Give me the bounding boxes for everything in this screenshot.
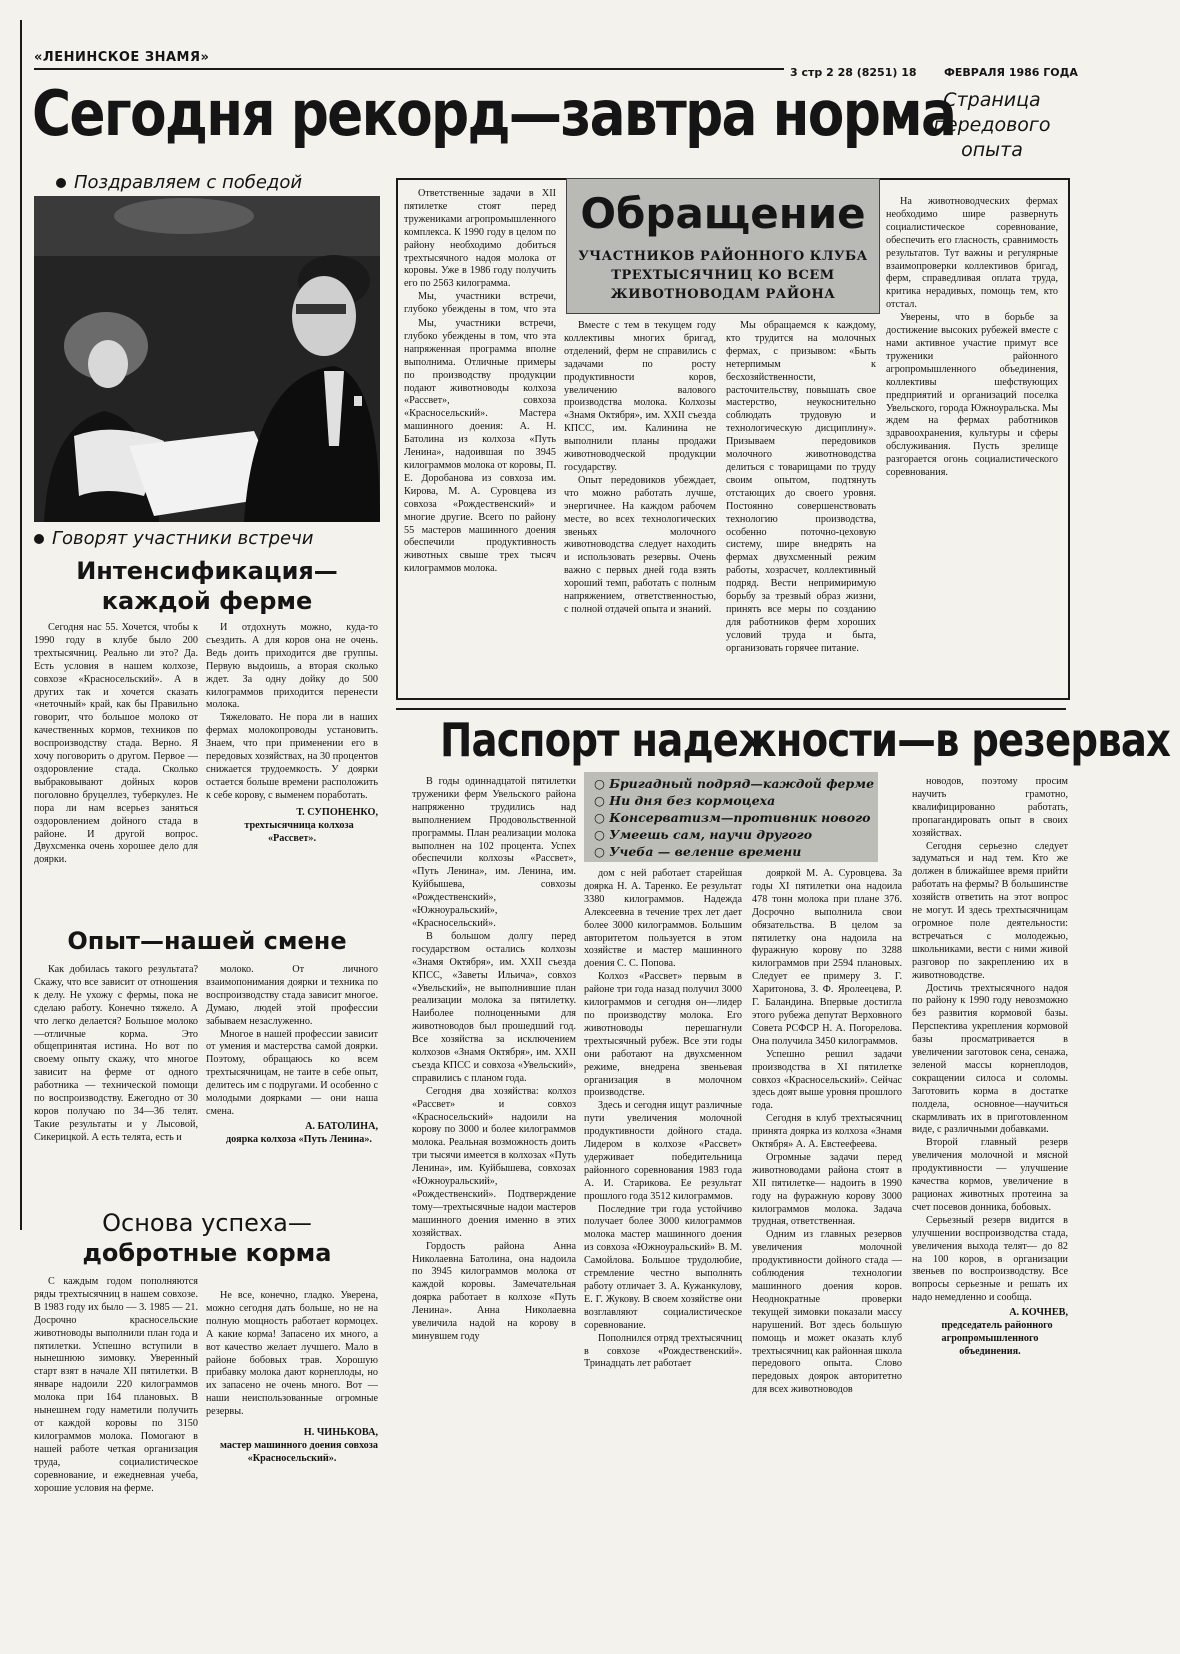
paragraph: И отдохнуть можно, куда-то съездить. А для коров она не очень. Ведь доить приходится две группы. Первую выдоишь, а вторая сколько ждет. За одну дойку до 500 килограммов приходится перенести молока. xyxy=(206,622,378,711)
bullet-item: ○ Умеешь сам, научи другого xyxy=(594,827,813,842)
title-line: Основа успеха— xyxy=(102,1209,312,1237)
paragraph: В годы одиннадцатой пятилетки труженики ферм Увельского района напряженно трудились над выполнением Продовольственной программы. План реализации молока выполнен на 102 процента. Успех обеспечили колхозы «Рассвет», «Путь Ленина», им. Ленина, им. Куйбышева, совхозы «Рождественский», «Южноуральский», «Красносельский». xyxy=(412,776,576,929)
article-title-feed xyxy=(34,1208,380,1268)
left-border xyxy=(20,20,22,1230)
paper-name: «ЛЕНИНСКОЕ ЗНАМЯ» xyxy=(34,50,210,65)
paragraph: Колхоз «Рассвет» первым в районе три года назад получил 3000 килограммов и сегодня он—лидер по производству молока. Его животноводы перешагнули трехтысячный рубеж. Все эти годы они работают на двухсменном режиме, внедрена звеньевая организация в молочном производстве. xyxy=(584,971,742,1099)
paragraph: Не все, конечно, гладко. Уверена, можно сегодня дать больше, но не на полную мощность работает кормоцех. А какие корма! Запасено их много, а вот качество желает лучшего. Мало в районе бобовых трав. Хорошую прибавку молока дают корнеплоды, но их запасено не очень много. Вот — наши неиспользованные огромные резервы. xyxy=(206,1290,378,1418)
paragraph: Последние три года устойчиво получает более 3000 килограммов молока мастер машинного доения из совхоза «Южноуральский» В. М. Самойлова. Большое трудолюбие, стремление честно выполнять работу отличает З. А. Кужанкулову, Е. Г. Жукову. В своем хозяйстве они возглавляют социалистическое соревнование. xyxy=(584,1203,742,1331)
bullet-icon xyxy=(56,178,66,188)
paragraph: дояркой М. А. Суровцева. За годы XI пятилетки она надоила 478 тонн молока при плане 376. Досрочно выполнила свои обязательства. В целом за пятилетку она надоила на фуражную корову по 3288 килограммов при 2594 плановых. Следует ее примеру З. Г. Харитонова, З. Ф. Яролеецева, Р. Г. Баландина. Впервые достигла этого рубежа депутат Верховного Совета РСФСР Н. А. Погорелова. Она получила 3450 килограммов. xyxy=(752,868,902,1047)
subtitle-line: ТРЕХТЫСЯЧНИЦ КО ВСЕМ xyxy=(611,268,835,283)
appeal-col1b xyxy=(404,318,556,690)
appeal-col2 xyxy=(726,320,876,690)
rubric-line-3: опыта xyxy=(961,139,1023,161)
issue-date: ФЕВРАЛЯ 1986 ГОДА xyxy=(944,66,1078,79)
appeal-col3 xyxy=(886,196,1058,690)
signature-name: Т. СУПОНЕНКО, xyxy=(296,806,378,818)
signature-role: председатель районного агропромышленного объединения. xyxy=(941,1320,1053,1357)
passport-col2 xyxy=(584,868,742,1638)
signature-name: Н. ЧИНЬКОВА, xyxy=(303,1427,378,1439)
bullet-item: ○ Ни дня без кормоцеха xyxy=(594,793,776,808)
appeal-banner xyxy=(566,178,880,314)
a3-col1 xyxy=(34,1276,198,1636)
paragraph: дом с ней работает старейшая доярка Н. А. Таренко. Ее результат 3380 килограммов. Надежда Алексеевна в течение трех лет дает более 3000 килограммов. Большим авторитетом пользуется в этом хозяйстве и мастер машинного доения С. С. Попова. xyxy=(584,868,742,970)
subtitle-line: ЖИВОТНОВОДАМ РАЙОНА xyxy=(610,287,836,302)
rubric xyxy=(918,88,1066,163)
circle-bullet-icon: ○ xyxy=(594,776,610,791)
passport-headline: Паспорт надежности—в резервах xyxy=(440,713,1171,767)
bullet-icon xyxy=(34,534,44,544)
article-title-experience: Опыт—нашей смене xyxy=(67,927,347,955)
paragraph: Пополнился отряд трехтысячниц в совхозе «Рождественский». Тринадцать лет работает xyxy=(584,1332,742,1370)
signature-role: трехтысячница колхоза «Рассвет». xyxy=(244,819,354,844)
a1-col2 xyxy=(206,622,378,922)
paragraph: Опыт передовиков убеждает, что можно работать лучше, энергичнее. На каждом рабочем месте, во всех технологических звеньях молочного животноводства следует находить и использовать резервы. Очень важно с первых дней года взять хороший темп, работать с полным напряжением, ответственностью, с полной отдачей опыта и знаний. xyxy=(564,474,716,615)
a2-col1 xyxy=(34,964,198,1192)
signature-role: мастер машинного доения совхоза «Красносельский». xyxy=(220,1439,378,1464)
paragraph: Уверены, что в борьбе за достижение высоких рубежей вместе с нами активное участие примут все труженики районного агропромышленного объединения, коллективы шефствующих предприятий и организаций поселка Увельского, города Южноуральска. Мы ждем на фермах работников здравоохранения, культуры и сферы обслуживания. Пусть зрелище разгорается огонь социалистического соревнования. xyxy=(886,312,1058,479)
paragraph: Мы обращаемся к каждому, кто трудится на молочных фермах, с призывом: «Быть нетерпимым к бесхозяйственности, расточительству, повышать свое мастерство, неукоснительно соблюдать трудовую и технологическую дисциплину». Призываем передовиков молочного животноводства делиться с товарищами по труду своим опытом, подтянуть отстающих до своего уровня. Постоянно совершенствовать технологию производства, особенно поточно-цеховую систему, шире внедрять на фермах двухсменный режим работы, хозрасчет, коллективный подряд. Вести непримиримую борьбу за трезвый образ жизни, принять все меры по созданию для работников ферм хороших условий труда и быта, организовать горячее питание. xyxy=(726,320,876,654)
title-line: добротные корма xyxy=(82,1239,332,1267)
paragraph: Сегодня два хозяйства: колхоз «Рассвет» и совхоз «Красносельский» надоили на корову по 3000 и более килограммов молока. Реальная возможность доить три тысячи имеется в колхозах «Путь Ленина», им. Куйбышева, совхозах «Южноуральский», «Рождественский». Подтверждение тому—трехтысячные надои мастеров машинного доения именно в этих хозяйствах. xyxy=(412,1085,576,1239)
bullet-item: ○ Бригадный подряд—каждой ферме xyxy=(594,776,875,791)
paragraph: Сегодня нас 55. Хочется, чтобы к 1990 году в клубе было 200 трехтысячниц. Реально ли это? Да. Есть условия в нашем колхозе, совхозе «Красносельский». А в других так и хочется сказать «неточный» край, как бы Правильно говорит, что большое молоко от качественных кормов, техников по воспроизводству стада. Верно. Я хочу поговорить о другом. Первое — оздоровление стада. Сколько выбраковывают дойных коров поголовно бруцеллез, туберкулез. Не пора ли нам всерьез заняться оздоровлением дойного стада в районе. И другой вопрос. Двухсменка очень хорошее дело для доярки. xyxy=(34,622,198,866)
rubric-line-2: передового xyxy=(933,114,1051,136)
paragraph: Сегодня в клуб трехтысячниц принята доярка из колхоза «Знамя Октября» А. А. Евстеефеева. xyxy=(752,1113,902,1151)
a1-col1 xyxy=(34,622,198,918)
signature-role: доярка колхоза «Путь Ленина». xyxy=(226,1133,372,1145)
a2-col2 xyxy=(206,964,378,1194)
paragraph: Одним из главных резервов увеличения молочной продуктивности дойного стада —соблюдения технологии машинного доения коров. Неоднократные проверки текущей зимовки показали массу нарушений. Вот здесь большую помощь и может оказать клуб трехтысячниц как районная школа передового опыта. Слово передовых доярок авторитетно для всех животноводов xyxy=(752,1229,902,1396)
paragraph: Многое в нашей профессии зависит от умения и мастерства самой доярки. Поэтому, обращаюсь ко всем трехтысячницам, не таите в себе опыт, делитесь им с подругами. И особенно с молодыми доярками — они наша смена. xyxy=(206,1028,378,1117)
photo-kicker-text: Поздравляем с победой xyxy=(74,172,303,193)
subtitle-line: УЧАСТНИКОВ РАЙОННОГО КЛУБА xyxy=(578,249,868,264)
masthead-rule xyxy=(34,68,784,70)
section-kicker-text: Говорят участники встречи xyxy=(52,528,314,549)
passport-rule xyxy=(396,708,1066,710)
section-kicker xyxy=(34,528,313,549)
news-photo xyxy=(34,196,380,522)
passport-bullets-box xyxy=(584,772,878,862)
paragraph: Мы, участники встречи, глубоко убеждены в том, что эта xyxy=(404,291,556,316)
circle-bullet-icon: ○ xyxy=(594,827,610,842)
photo-kicker xyxy=(56,172,302,193)
circle-bullet-icon: ○ xyxy=(594,810,610,825)
paragraph: Достичь трехтысячного надоя по району к 1990 году невозможно без развития кормовой базы. Перспектива укрепления кормовой базы просматривается в увеличении заготовок сена, сенажа, зеленой массы корнеплодов, сокращении силоса и соломы. Заготовить корма в достатке полдела, основное—научиться скармливать их в приготовленном виде, с различными добавками. xyxy=(912,982,1068,1136)
bullet-item: ○ Консерватизм—противник нового xyxy=(594,810,871,825)
appeal-col1c xyxy=(564,320,716,690)
paragraph: Сегодня серьезно следует задуматься и над тем. Кто же должен в ближайшее время прийти работать на фермы? В большинстве хозяйств ответить на этот вопрос не могут. И здесь трехтысячницам огромное поле деятельности: встречаться с молодежью, школьниками, вести с ними живой разговор по закреплению их в животноводстве. xyxy=(912,840,1068,981)
appeal-subtitle xyxy=(567,247,879,304)
passport-col4 xyxy=(912,776,1068,1638)
paragraph: Ответственные задачи в XII пятилетке стоят перед тружениками агропромышленного комплекса. К 1990 году в целом по району необходимо добиться трехтысячного надоя молока от коровы. Уже в 1986 году получить его по 2563 килограмма. xyxy=(404,188,556,290)
passport-col1 xyxy=(412,776,576,1638)
issue-number: 3 стр 2 28 (8251) 18 xyxy=(790,66,917,79)
paragraph: новодов, поэтому просим научить грамотно, квалифицированно работать, пропагандировать опыт в своих хозяйствах. xyxy=(912,776,1068,839)
paragraph: На животноводческих фермах необходимо шире развернуть социалистическое соревнование, обеспечить его гласность, сравнимость результатов. Тут важны и регулярные взаимопроверки коллективов бригад, ферм, справедливая оплата труда, критика нерадивых, помощь тем, кто отстал. xyxy=(886,196,1058,311)
paragraph: Огромные задачи перед животноводами района стоят в XII пятилетке— надоить в 1990 году на фуражную корову 3000 килограммов молока. Задача трудная, ответственная. xyxy=(752,1151,902,1228)
passport-col3 xyxy=(752,868,902,1638)
paragraph: Вместе с тем в текущем году коллективы многих бригад, отделений, ферм не справились с задачами по росту продуктивности коров, увеличению валового производства молока. Колхозы «Знамя Октября», им. XXII съезда КПСС, им. Калинина не выполнили планы продажи животноводческой продукции государству. xyxy=(564,320,716,473)
signature-name: А. КОЧНЕВ, xyxy=(1009,1307,1068,1319)
paragraph: Серьезный резерв видится в улучшении воспроизводства стада, увеличения выхода телят— до 82 на 100 коров, в организации звеньев по воспроизводству. Все вопросы серьезные и решать их надо немедленно и сообща. xyxy=(912,1214,1068,1304)
paragraph: Здесь и сегодня ищут различные пути увеличения молочной продуктивности дойного стада. Лидером в колхозе «Рассвет» удерживает победительница районного соревнования 1983 года А. И. Старикова. Ее результат прошлого года 3512 килограммов. xyxy=(584,1100,742,1202)
circle-bullet-icon: ○ xyxy=(594,793,610,808)
paragraph: Второй главный резерв увеличения молочной и мясной продуктивности — улучшение качества кормов, увеличение в рационах животных протеина за счет посевов донника, бобовых. xyxy=(912,1137,1068,1213)
photo-image xyxy=(34,196,380,522)
title-line: Интенсификация— xyxy=(76,557,338,585)
rubric-line-1: Страница xyxy=(943,89,1041,111)
paragraph: Как добилась такого результата? Скажу, что все зависит от отношения к делу. Не ухожу с фермы, пока не сделаю работу. Конечно тяжело. А что легко делается? Большое молоко—отличные корма. Это общепринятая истина. Но вот по своему опыту скажу, что многое зависит на ферме от одного работника — технической помощи по воспроизводству. Ежегодно от 30 коров получаю по 34—36 телят. Такие результаты и у Лысовой, Сикерицкой. А есть телята, есть и xyxy=(34,964,198,1143)
signature-name: А. БАТОЛИНА, xyxy=(305,1120,378,1132)
paragraph: Тяжеловато. Не пора ли в наших фермах молокопроводы установить. Знаем, что при применении его в передовых хозяйствах, на 30 процентов снижается трудоемкость. У доярки остается больше времени расположить к себе корову, с выменем поработать. xyxy=(206,712,378,801)
paragraph: С каждым годом пополняются ряды трехтысячниц в нашем совхозе. В 1983 году их было — 3. 1985 — 21. Досрочно красносельские животноводы выполнили план года и пятилетки. Успешно вступили в нынешнюю зимовку. Уверенный старт взят в начале XII пятилетки. В январе надоили 220 килограммов молока при 164 плановых. В нынешнем году наметили получить от каждой коровы по 3150 килограммов молока. Помогают в нашей работе четкая организация труда, социалистическое соревнование, и ежедневная учеба, хорошие условия на ферме. xyxy=(34,1276,198,1494)
bullet-item: ○ Учеба — веление времени xyxy=(594,844,802,859)
paragraph: молоко. От личного взаимопонимания доярки и техника по воспроизводству стада зависит многое. Думаю, людей этой профессии забываем незаслуженно. xyxy=(206,964,378,1027)
a3-col2 xyxy=(206,1290,378,1636)
paragraph: Успешно решил задачи производства в XI пятилетке совхоз «Красносельский». Сейчас здесь доят выше уровня прошлого года. xyxy=(752,1048,902,1112)
article-title-intensification xyxy=(34,556,380,616)
circle-bullet-icon: ○ xyxy=(594,844,610,859)
appeal-title: Обращение xyxy=(580,189,866,238)
appeal-col1 xyxy=(404,188,556,318)
paragraph: В большом долгу перед государством остались колхозы «Знамя Октября», им. XXII съезда КПСС, «Заветы Ильича», совхоз «Увельский», не выполнившие план реализации молока за пятилетку. Наиболее полноценными для животноводов был прошедший год. Все хозяйства за исключением колхозов «Знамя Октября», им. XXII съезда КПСС и совхоза «Увельский», справились с планом года. xyxy=(412,930,576,1084)
paragraph: Гордость района Анна Николаевна Батолина, она надоила по 3945 килограммов молока от каждой коровы. Замечательная доярка работает в колхозе «Путь Ленина». Анна Николаевна увеличила надой на корову в минувшем году xyxy=(412,1240,576,1342)
main-headline: Сегодня рекорд—завтра норма xyxy=(32,77,956,150)
title-line: каждой ферме xyxy=(101,587,313,615)
paragraph: Мы, участники встречи, глубоко убеждены в том, что эта напряженная программа вполне выполнима. Отличные примеры по производству продукции подают животноводы колхоза «Рассвет», совхоза «Красносельский». Мастера машинного доения: А. Н. Батолина из колхоза «Путь Ленина», надоившая по 3945 килограммов молока от коровы, П. Е. Доробанова из совхоза им. Кирова, М. А. Суровцева из совхоза «Рождественский» и многие другие. Всего по району 55 мастеров машинного доения обеспечили продуктивность животных свыше трех тысяч килограммов молока. xyxy=(404,318,556,575)
